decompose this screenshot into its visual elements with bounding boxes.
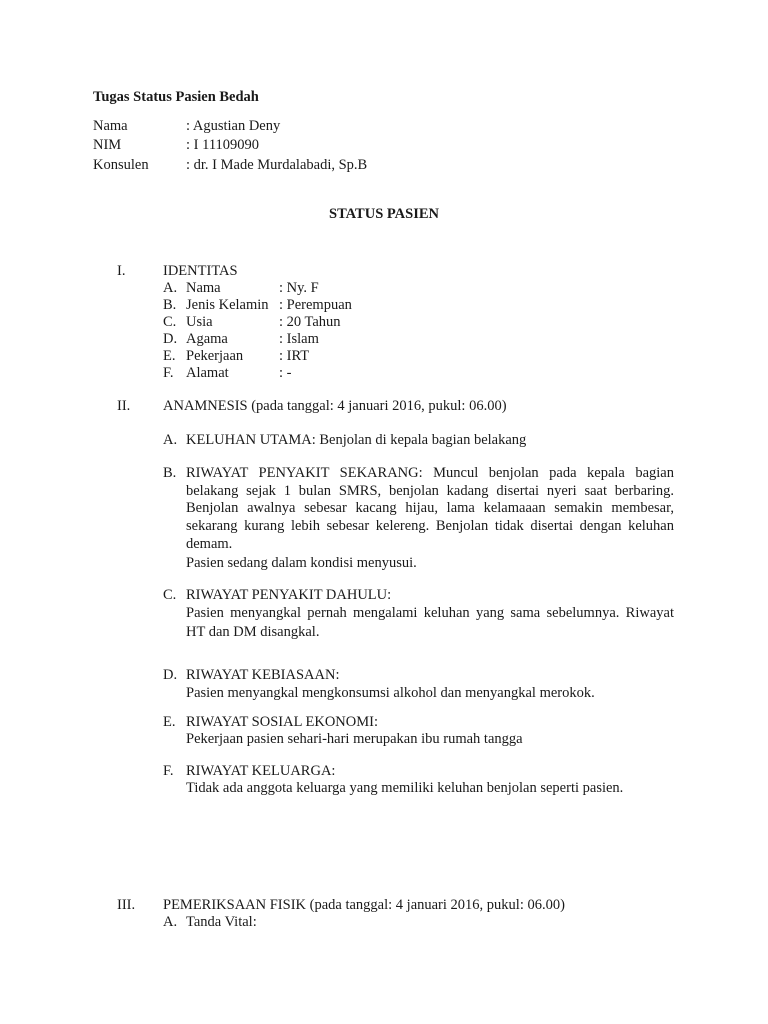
item-letter: D. [163,331,178,347]
identity-label: Nama [186,280,221,296]
riwayat-penyakit-dahulu-text: Pasien menyangkal pernah mengalami keluhan yang sama sebelumnya. Riwayat HT dan DM disangkal. [186,605,674,640]
identity-value: : 20 Tahun [279,314,341,330]
item-letter: B. [163,297,177,313]
item-letter: C. [163,314,177,330]
riwayat-sosial-ekonomi-heading: RIWAYAT SOSIAL EKONOMI: [186,714,379,730]
header-value-nim: : I 11109090 [186,137,260,153]
riwayat-keluarga-heading: RIWAYAT KELUARGA: [186,763,336,779]
identity-label: Jenis Kelamin [186,297,269,313]
header-label-konsulen: Konsulen [93,157,149,173]
assignment-title: Tugas Status Pasien Bedah [93,89,259,105]
riwayat-penyakit-dahulu-heading: RIWAYAT PENYAKIT DAHULU: [186,587,392,603]
item-letter: E. [163,714,176,730]
header-label-nim: NIM [93,137,122,153]
item-letter: F. [163,763,174,779]
section-number: II. [117,398,131,414]
item-letter: A. [163,914,178,930]
identity-label: Pekerjaan [186,348,244,364]
keluhan-utama-text: KELUHAN UTAMA: Benjolan di kepala bagian belakang [186,432,527,448]
identity-label: Alamat [186,365,229,381]
identity-value: : - [279,365,292,381]
identity-value: : Perempuan [279,297,352,313]
section-title-anamnesis: ANAMNESIS (pada tanggal: 4 januari 2016, pukul: 06.00) [163,398,507,414]
identity-value: : Islam [279,331,319,347]
item-letter: A. [163,280,178,296]
section-title-pemeriksaan-fisik: PEMERIKSAAN FISIK (pada tanggal: 4 januari 2016, pukul: 06.00) [163,897,565,913]
section-number: III. [117,897,136,913]
riwayat-kebiasaan-heading: RIWAYAT KEBIASAAN: [186,667,340,683]
document-title: STATUS PASIEN [329,206,439,222]
header-value-konsulen: : dr. I Made Murdalabadi, Sp.B [186,157,368,173]
identity-value: : Ny. F [279,280,319,296]
riwayat-sosial-ekonomi-text: Pekerjaan pasien sehari-hari merupakan ibu rumah tangga [186,731,523,747]
riwayat-keluarga-text: Tidak ada anggota keluarga yang memiliki keluhan benjolan seperti pasien. [186,780,624,796]
identity-label: Agama [186,331,228,347]
item-letter: A. [163,432,178,448]
header-label-nama: Nama [93,118,128,134]
item-letter: B. [163,465,177,481]
header-value-nama: : Agustian Deny [186,118,281,134]
item-letter: F. [163,365,174,381]
section-title-identitas: IDENTITAS [163,263,238,279]
item-letter: C. [163,587,177,603]
riwayat-penyakit-sekarang-text: RIWAYAT PENYAKIT SEKARANG: Muncul benjolan pada kepala bagian belakang sejak 1 bulan SMRS, benjolan kadang disertai nyeri saat berbaring. Benjolan awalnya sebesar kacang hijau, lama kelamaaan semakin membesar, sekarang kurang lebih sebesar kelereng. Benjolan tidak disertai dengan keluhan demam. [186,465,674,552]
identity-label: Usia [186,314,213,330]
riwayat-penyakit-sekarang-extra: Pasien sedang dalam kondisi menyusui. [186,555,417,571]
section-number: I. [117,263,126,279]
riwayat-kebiasaan-text: Pasien menyangkal mengkonsumsi alkohol dan menyangkal merokok. [186,685,595,701]
item-letter: E. [163,348,176,364]
tanda-vital-label: Tanda Vital: [186,914,257,930]
item-letter: D. [163,667,178,683]
identity-value: : IRT [279,348,310,364]
